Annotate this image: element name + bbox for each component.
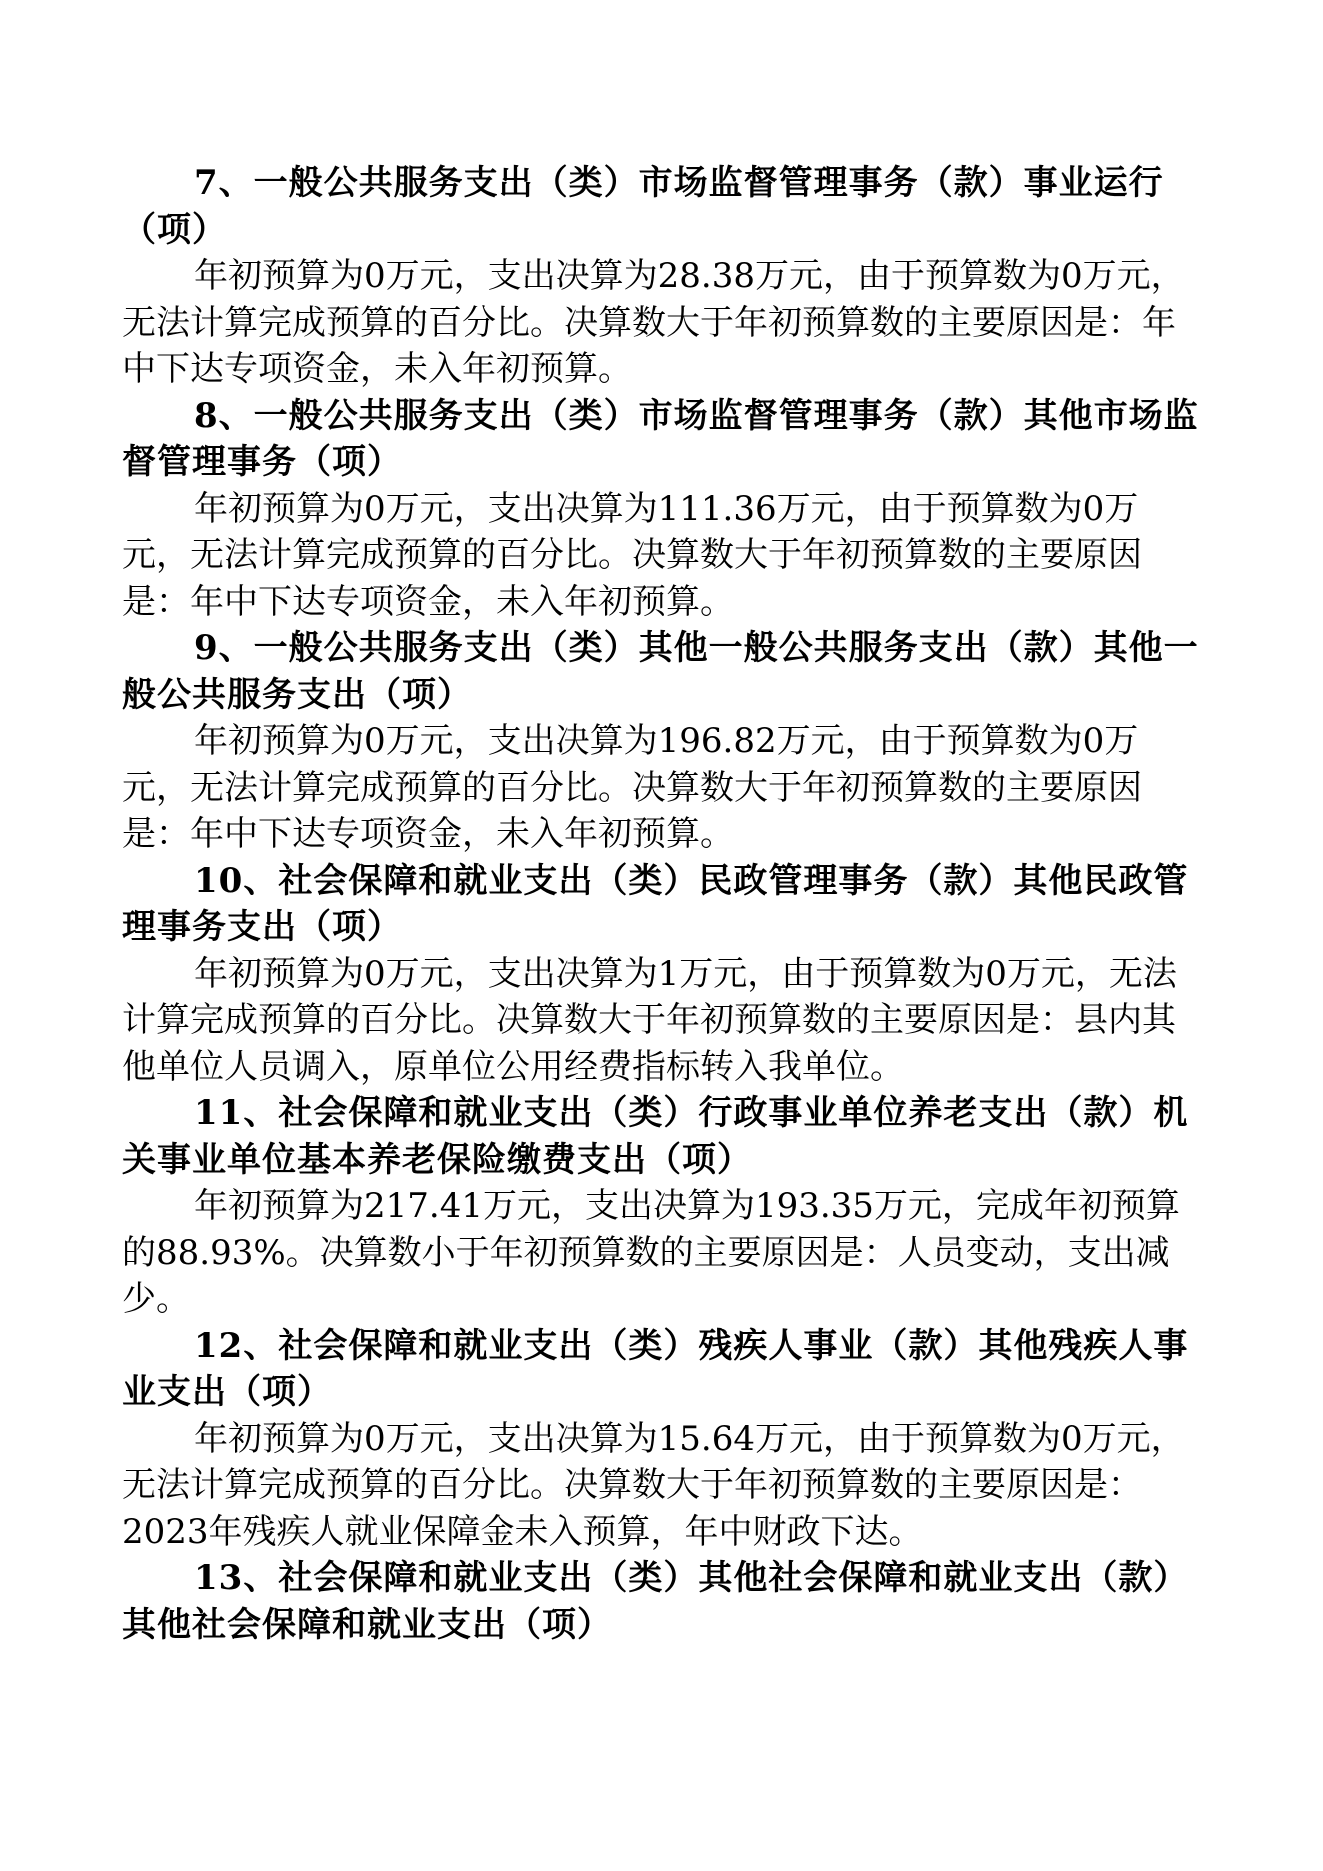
entry-10 bbox=[122, 858, 1202, 1091]
entry-heading: 10、社会保障和就业支出（类）民政管理事务（款）其他民政管理事务支出（项） bbox=[122, 860, 1189, 947]
entry-9 bbox=[122, 625, 1202, 858]
entry-body: 年初预算为0万元，支出决算为15.64万元，由于预算数为0万元，无法计算完成预算的百分比。决算数大于年初预算数的主要原因是：2023年残疾人就业保障金未入预算，年中财政下达。 bbox=[122, 1418, 1185, 1552]
entry-body: 年初预算为0万元，支出决算为28.38万元，由于预算数为0万元，无法计算完成预算的百分比。决算数大于年初预算数的主要原因是：年中下达专项资金，未入年初预算。 bbox=[122, 256, 1185, 389]
entry-heading: 9、一般公共服务支出（类）其他一般公共服务支出（款）其他一般公共服务支出（项） bbox=[122, 628, 1199, 715]
entry-body: 年初预算为0万元，支出决算为196.82万元，由于预算数为0万元，无法计算完成预算的百分比。决算数大于年初预算数的主要原因是：年中下达专项资金，未入年初预算。 bbox=[122, 721, 1142, 854]
entry-13 bbox=[122, 1555, 1202, 1648]
entry-8 bbox=[122, 393, 1202, 626]
entry-heading: 13、社会保障和就业支出（类）其他社会保障和就业支出（款）其他社会保障和就业支出（项） bbox=[122, 1558, 1189, 1645]
entry-heading: 8、一般公共服务支出（类）市场监督管理事务（款）其他市场监督管理事务（项） bbox=[122, 395, 1199, 482]
entry-heading: 7、一般公共服务支出（类）市场监督管理事务（款）事业运行（项） bbox=[122, 163, 1164, 250]
entry-12 bbox=[122, 1323, 1202, 1556]
entry-11 bbox=[122, 1090, 1202, 1323]
document-page bbox=[122, 160, 1202, 1648]
entry-heading: 12、社会保障和就业支出（类）残疾人事业（款）其他残疾人事业支出（项） bbox=[122, 1325, 1189, 1412]
entry-body: 年初预算为0万元，支出决算为1万元，由于预算数为0万元，无法计算完成预算的百分比。决算数大于年初预算数的主要原因是：县内其他单位人员调入，原单位公用经费指标转入我单位。 bbox=[122, 953, 1177, 1087]
entry-7 bbox=[122, 160, 1202, 393]
entry-heading: 11、社会保障和就业支出（类）行政事业单位养老支出（款）机关事业单位基本养老保险缴费支出（项） bbox=[122, 1093, 1189, 1180]
entry-body: 年初预算为0万元，支出决算为111.36万元，由于预算数为0万元，无法计算完成预算的百分比。决算数大于年初预算数的主要原因是：年中下达专项资金，未入年初预算。 bbox=[122, 488, 1142, 622]
entry-body: 年初预算为217.41万元，支出决算为193.35万元，完成年初预算的88.93%。决算数小于年初预算数的主要原因是：人员变动，支出减少。 bbox=[122, 1186, 1180, 1319]
